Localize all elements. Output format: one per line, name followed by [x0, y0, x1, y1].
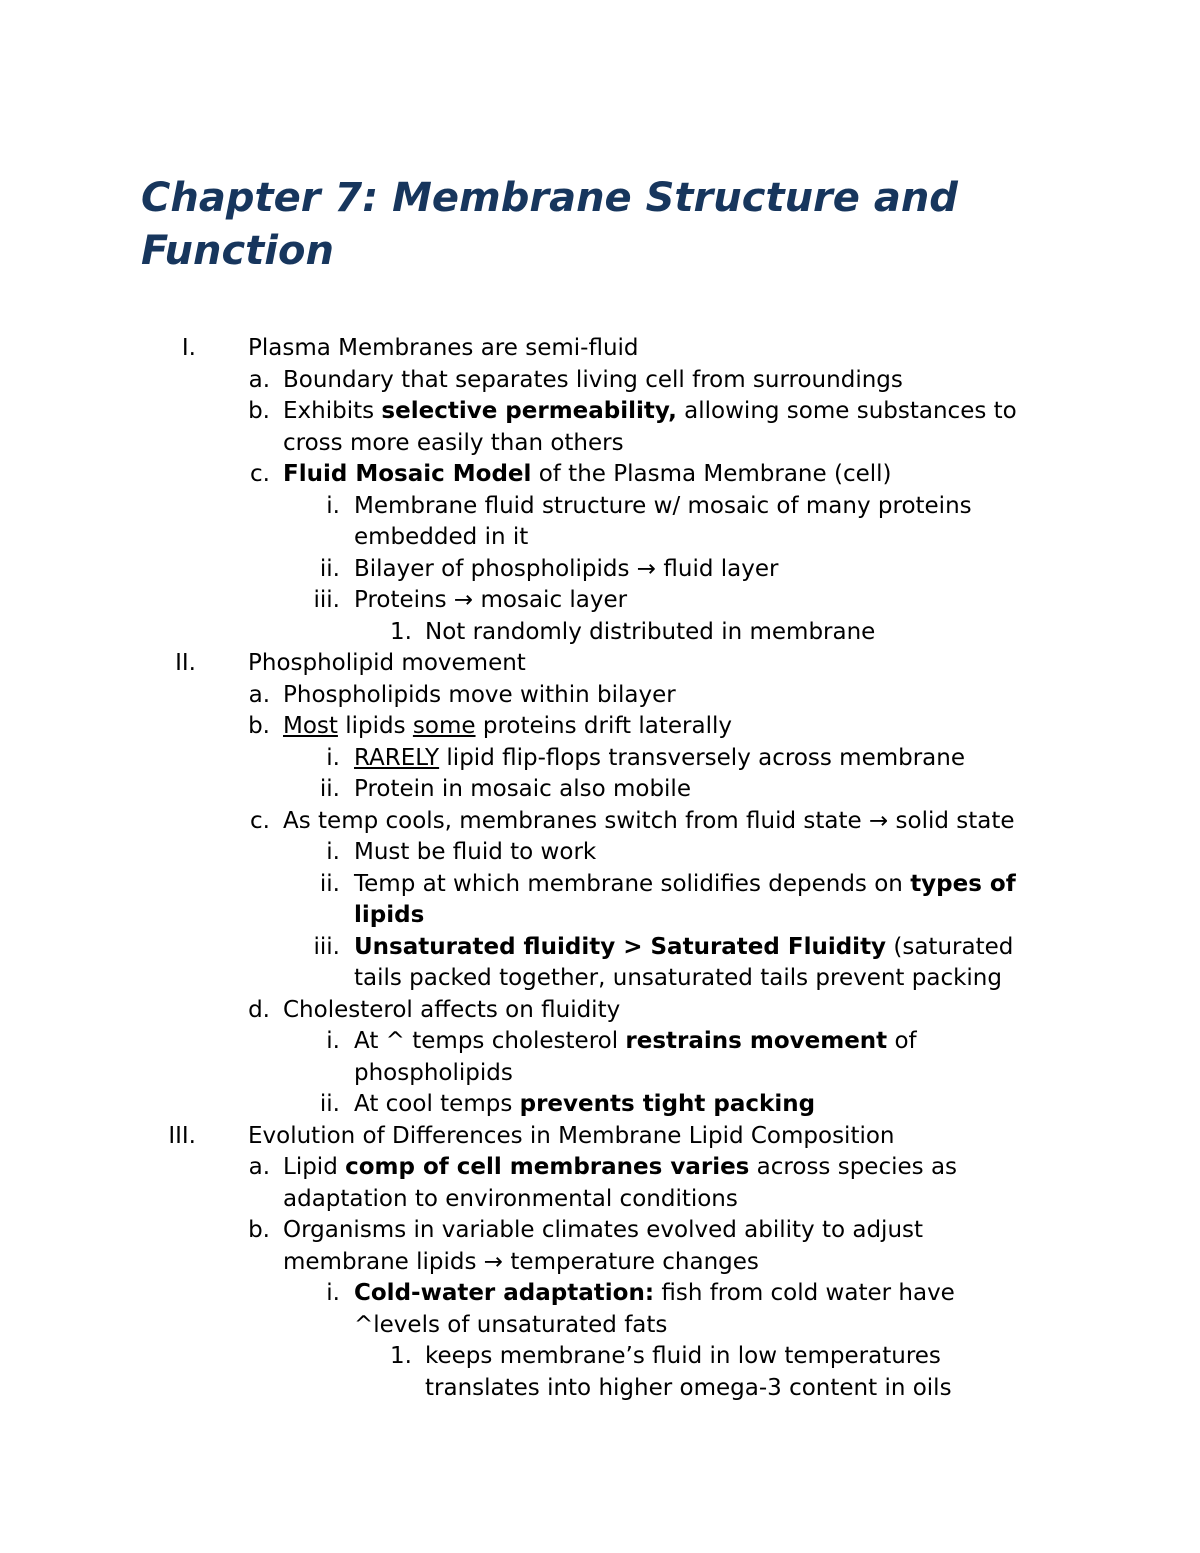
list-marker: 1. — [390, 1343, 412, 1369]
list-text — [354, 837, 596, 869]
list-marker: iii. — [313, 933, 340, 960]
text-run: At ^ temps cholesterol — [354, 1028, 626, 1054]
list-text — [283, 1152, 957, 1184]
text-run: Phospholipids move within bilayer — [283, 681, 676, 708]
outline-item — [0, 428, 1200, 460]
bold-text: restrains movement — [625, 1028, 888, 1054]
outline-item — [0, 333, 1200, 365]
outline-item — [0, 837, 1200, 869]
list-marker: i. — [326, 839, 340, 865]
outline-item — [0, 1310, 1200, 1342]
text-run: Boundary that separates living cell from surroundings — [283, 366, 903, 393]
outline-item — [0, 995, 1200, 1027]
list-text — [283, 428, 624, 460]
bold-text: types of — [910, 870, 1016, 897]
text-run: Plasma Membranes are semi-fluid — [248, 335, 639, 361]
text-run: Must be fluid to work — [354, 839, 597, 865]
list-marker: b. — [248, 713, 270, 739]
bold-text: Fluid Mosaic Model — [283, 461, 532, 487]
list-text — [354, 932, 1013, 964]
outline-item — [0, 963, 1200, 995]
bold-text: Cold-water adaptation: — [354, 1280, 655, 1306]
text-run: lipids — [337, 713, 413, 739]
outline-item — [0, 1341, 1200, 1373]
list-text — [354, 1026, 917, 1058]
outline-item — [0, 900, 1200, 932]
outline-item — [0, 1278, 1200, 1310]
outline-item — [0, 554, 1200, 586]
list-marker: a. — [248, 681, 270, 708]
list-text — [248, 333, 639, 365]
text-run: Membrane fluid structure w/ mosaic of many proteins — [354, 492, 972, 519]
list-marker: 1. — [390, 618, 412, 645]
outline-item — [0, 1152, 1200, 1184]
bold-text: selective permeability, — [381, 398, 677, 424]
list-text — [425, 1341, 941, 1373]
list-marker: b. — [248, 398, 270, 424]
list-marker: c. — [250, 461, 270, 487]
text-run: Lipid — [283, 1154, 346, 1180]
text-run: of the Plasma Membrane (cell) — [531, 461, 892, 487]
list-text — [283, 995, 620, 1027]
list-marker: b. — [248, 1217, 270, 1243]
outline-item — [0, 365, 1200, 397]
outline-item — [0, 806, 1200, 838]
list-marker: II. — [175, 650, 196, 676]
list-marker: ii. — [319, 870, 340, 897]
underlined-text: Most — [283, 713, 338, 739]
outline-item — [0, 1026, 1200, 1058]
text-run: phospholipids — [354, 1059, 513, 1086]
outline-item — [0, 932, 1200, 964]
outline-item — [0, 869, 1200, 901]
list-marker: i. — [326, 744, 340, 771]
text-run: ^levels of unsaturated fats — [354, 1311, 668, 1338]
list-text — [354, 585, 627, 617]
list-marker: d. — [248, 996, 270, 1023]
outline-item — [0, 1247, 1200, 1279]
list-text — [354, 774, 691, 806]
text-run: As temp cools, membranes switch from fluid state → solid state — [283, 807, 1015, 834]
page-title: Chapter 7: Membrane Structure and Function — [141, 175, 958, 274]
list-text — [354, 554, 778, 586]
text-run: (saturated — [886, 933, 1014, 960]
list-text — [283, 365, 903, 397]
text-run: Not randomly distributed in membrane — [425, 618, 876, 645]
list-text — [283, 680, 676, 712]
list-marker: I. — [181, 335, 196, 361]
text-run: allowing some substances to — [676, 398, 1017, 424]
list-text — [425, 1373, 952, 1405]
text-run: Exhibits — [283, 398, 382, 424]
list-text — [354, 869, 1016, 901]
bold-text: lipids — [354, 902, 425, 928]
text-run: Organisms in variable climates evolved ability to adjust — [283, 1217, 924, 1243]
outline-item — [0, 1089, 1200, 1121]
outline-item — [0, 1058, 1200, 1090]
text-run: Proteins → mosaic layer — [354, 587, 628, 613]
outline-item — [0, 648, 1200, 680]
outline-item — [0, 1121, 1200, 1153]
list-text — [425, 617, 875, 649]
outline-item — [0, 1215, 1200, 1247]
list-text — [248, 1121, 895, 1153]
list-text — [354, 1310, 667, 1342]
list-text — [283, 806, 1015, 838]
list-text — [248, 648, 526, 680]
list-text — [354, 963, 1002, 995]
text-run: Evolution of Differences in Membrane Lipid Composition — [248, 1122, 895, 1149]
list-text — [283, 1247, 759, 1279]
list-text — [354, 522, 528, 554]
underlined-text: some — [412, 713, 476, 739]
list-marker: ii. — [319, 1091, 340, 1117]
list-marker: ii. — [319, 776, 340, 802]
list-marker: a. — [248, 366, 270, 393]
underlined-text: RARELY — [354, 744, 440, 771]
list-text — [354, 900, 424, 932]
text-run: Cholesterol affects on fluidity — [283, 996, 621, 1023]
outline-item — [0, 585, 1200, 617]
text-run: proteins drift laterally — [475, 713, 732, 739]
list-marker: i. — [326, 492, 340, 519]
list-marker: c. — [250, 807, 270, 834]
text-run: cross more easily than others — [283, 429, 624, 456]
outline-item — [0, 522, 1200, 554]
outline-item — [0, 743, 1200, 775]
text-run: tails packed together, unsaturated tails prevent packing — [354, 965, 1002, 991]
text-run: At cool temps — [354, 1091, 520, 1117]
text-run: membrane lipids → temperature changes — [283, 1248, 759, 1275]
outline-item — [0, 711, 1200, 743]
outline-item — [0, 1184, 1200, 1216]
outline-item — [0, 1373, 1200, 1405]
list-marker: iii. — [313, 587, 340, 613]
list-text — [283, 1215, 923, 1247]
list-text — [354, 491, 972, 523]
outline-item — [0, 680, 1200, 712]
bold-text: comp of cell membranes varies — [345, 1154, 750, 1180]
outline-item — [0, 617, 1200, 649]
text-run: of — [887, 1028, 917, 1054]
list-text — [354, 1089, 815, 1121]
outline-item — [0, 459, 1200, 491]
bold-text: Unsaturated fluidity > Saturated Fluidity — [354, 933, 887, 960]
text-run: Bilayer of phospholipids → fluid layer — [354, 555, 779, 582]
list-text — [354, 1278, 955, 1310]
list-text — [354, 1058, 513, 1090]
text-run: adaptation to environmental conditions — [283, 1185, 738, 1212]
text-run: Temp at which membrane solidifies depends on — [354, 870, 911, 897]
list-text — [283, 711, 732, 743]
outline-item — [0, 774, 1200, 806]
text-run: across species as — [749, 1154, 958, 1180]
list-text — [283, 459, 892, 491]
text-run: keeps membrane’s fluid in low temperatures — [425, 1343, 941, 1369]
list-marker: ii. — [319, 555, 340, 582]
outline-item — [0, 396, 1200, 428]
list-marker: a. — [248, 1154, 270, 1180]
outline-item — [0, 491, 1200, 523]
text-run: fish from cold water have — [654, 1280, 955, 1306]
text-run: embedded in it — [354, 524, 529, 550]
bold-text: prevents tight packing — [519, 1091, 816, 1117]
text-run: Protein in mosaic also mobile — [354, 776, 691, 802]
outline-list — [0, 333, 1200, 1404]
list-marker: III. — [168, 1122, 196, 1149]
list-text — [283, 396, 1017, 428]
text-run: lipid flip-flops transversely across membrane — [439, 744, 965, 771]
text-run: translates into higher omega-3 content in oils — [425, 1374, 952, 1401]
list-marker: i. — [326, 1028, 340, 1054]
list-text — [283, 1184, 738, 1216]
list-text — [354, 743, 965, 775]
text-run: Phospholipid movement — [248, 650, 526, 676]
list-marker: i. — [326, 1280, 340, 1306]
